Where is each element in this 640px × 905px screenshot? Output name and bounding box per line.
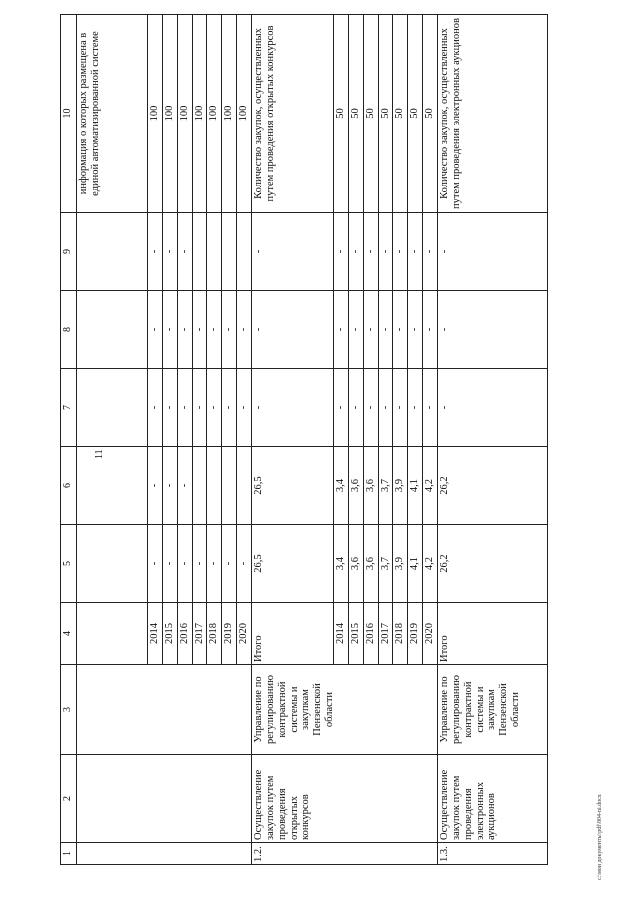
table-row: 2016 3,6 3,6 - - - 50 (363, 15, 378, 865)
header-col-10: 10 (61, 15, 77, 213)
prev-section-intro-row (77, 15, 148, 865)
table-row: 2018 - - - 100 (207, 15, 222, 865)
table-row: 2020 4,2 4,2 - - - 50 (423, 15, 438, 865)
section-1-2-total-row: 1.2. Осуществление закупок путем проведения открытых конкурсов Управление по регулированию контрактной системы и закупкам Пензенской области Итого 26,5 26,5 - - - Количество закупок, осуществленных путем проведения открытых конкурсов (252, 15, 334, 865)
table-row: 2020 - - - 100 (237, 15, 252, 865)
footer-file-path: c:\мои документы\pdf\804-ni.docx (597, 794, 603, 880)
table-row: 2019 - - - 100 (222, 15, 237, 865)
header-col-8: 8 (61, 291, 77, 369)
rotated-page (60, 18, 605, 865)
section-number: 1.3. (438, 843, 548, 865)
prev-indicator-text: информация о которых размещена в единой автоматизированной системе (77, 15, 148, 213)
header-col-6: 6 (61, 447, 77, 525)
header-col-5: 5 (61, 525, 77, 603)
page-number: 11 (94, 449, 105, 459)
table-row: 2017 3,7 3,7 - - - 50 (378, 15, 393, 865)
total-label: Итого (438, 603, 548, 665)
header-col-3: 3 (61, 665, 77, 755)
section-name: Осуществление закупок путем проведения открытых конкурсов (252, 755, 438, 843)
program-table (60, 14, 548, 865)
section-1-3-total-row: 1.3. Осуществление закупок путем проведения электронных аукционов Управление по регулированию контрактной системы и закупкам Пензенской области Итого 26,2 26,2 - - - Количество закупок, осуществленных путем проведения электронных аукционов (438, 15, 548, 865)
table-row: 2015 - - - - - 100 (162, 15, 177, 865)
table-row: 2014 3,4 3,4 - - - 50 (334, 15, 349, 865)
section-number: 1.2. (252, 843, 438, 865)
header-row (61, 15, 77, 865)
header-col-2: 2 (61, 755, 77, 843)
table-row: 2019 4,1 4,1 - - - 50 (408, 15, 423, 865)
table-row: 2016 - - - - - 100 (177, 15, 192, 865)
section-executor: Управление по регулированию контрактной системы и закупкам Пензенской области (438, 665, 548, 755)
section-executor: Управление по регулированию контрактной системы и закупкам Пензенской области (252, 665, 438, 755)
total-label: Итого (252, 603, 334, 665)
table-row: 2015 3,6 3,6 - - - 50 (348, 15, 363, 865)
section-indicator: Количество закупок, осуществленных путем проведения электронных аукционов (438, 15, 548, 213)
header-col-7: 7 (61, 369, 77, 447)
table-row: 2014 - - - - - 100 (148, 15, 163, 865)
table-row: 2017 - - - 100 (192, 15, 207, 865)
section-name: Осуществление закупок путем проведения электронных аукционов (438, 755, 548, 843)
table-row: 2018 3,9 3,9 - - - 50 (393, 15, 408, 865)
header-col-9: 9 (61, 213, 77, 291)
section-indicator: Количество закупок, осуществленных путем проведения открытых конкурсов (252, 15, 334, 213)
header-col-1: 1 (61, 843, 77, 865)
header-col-4: 4 (61, 603, 77, 665)
